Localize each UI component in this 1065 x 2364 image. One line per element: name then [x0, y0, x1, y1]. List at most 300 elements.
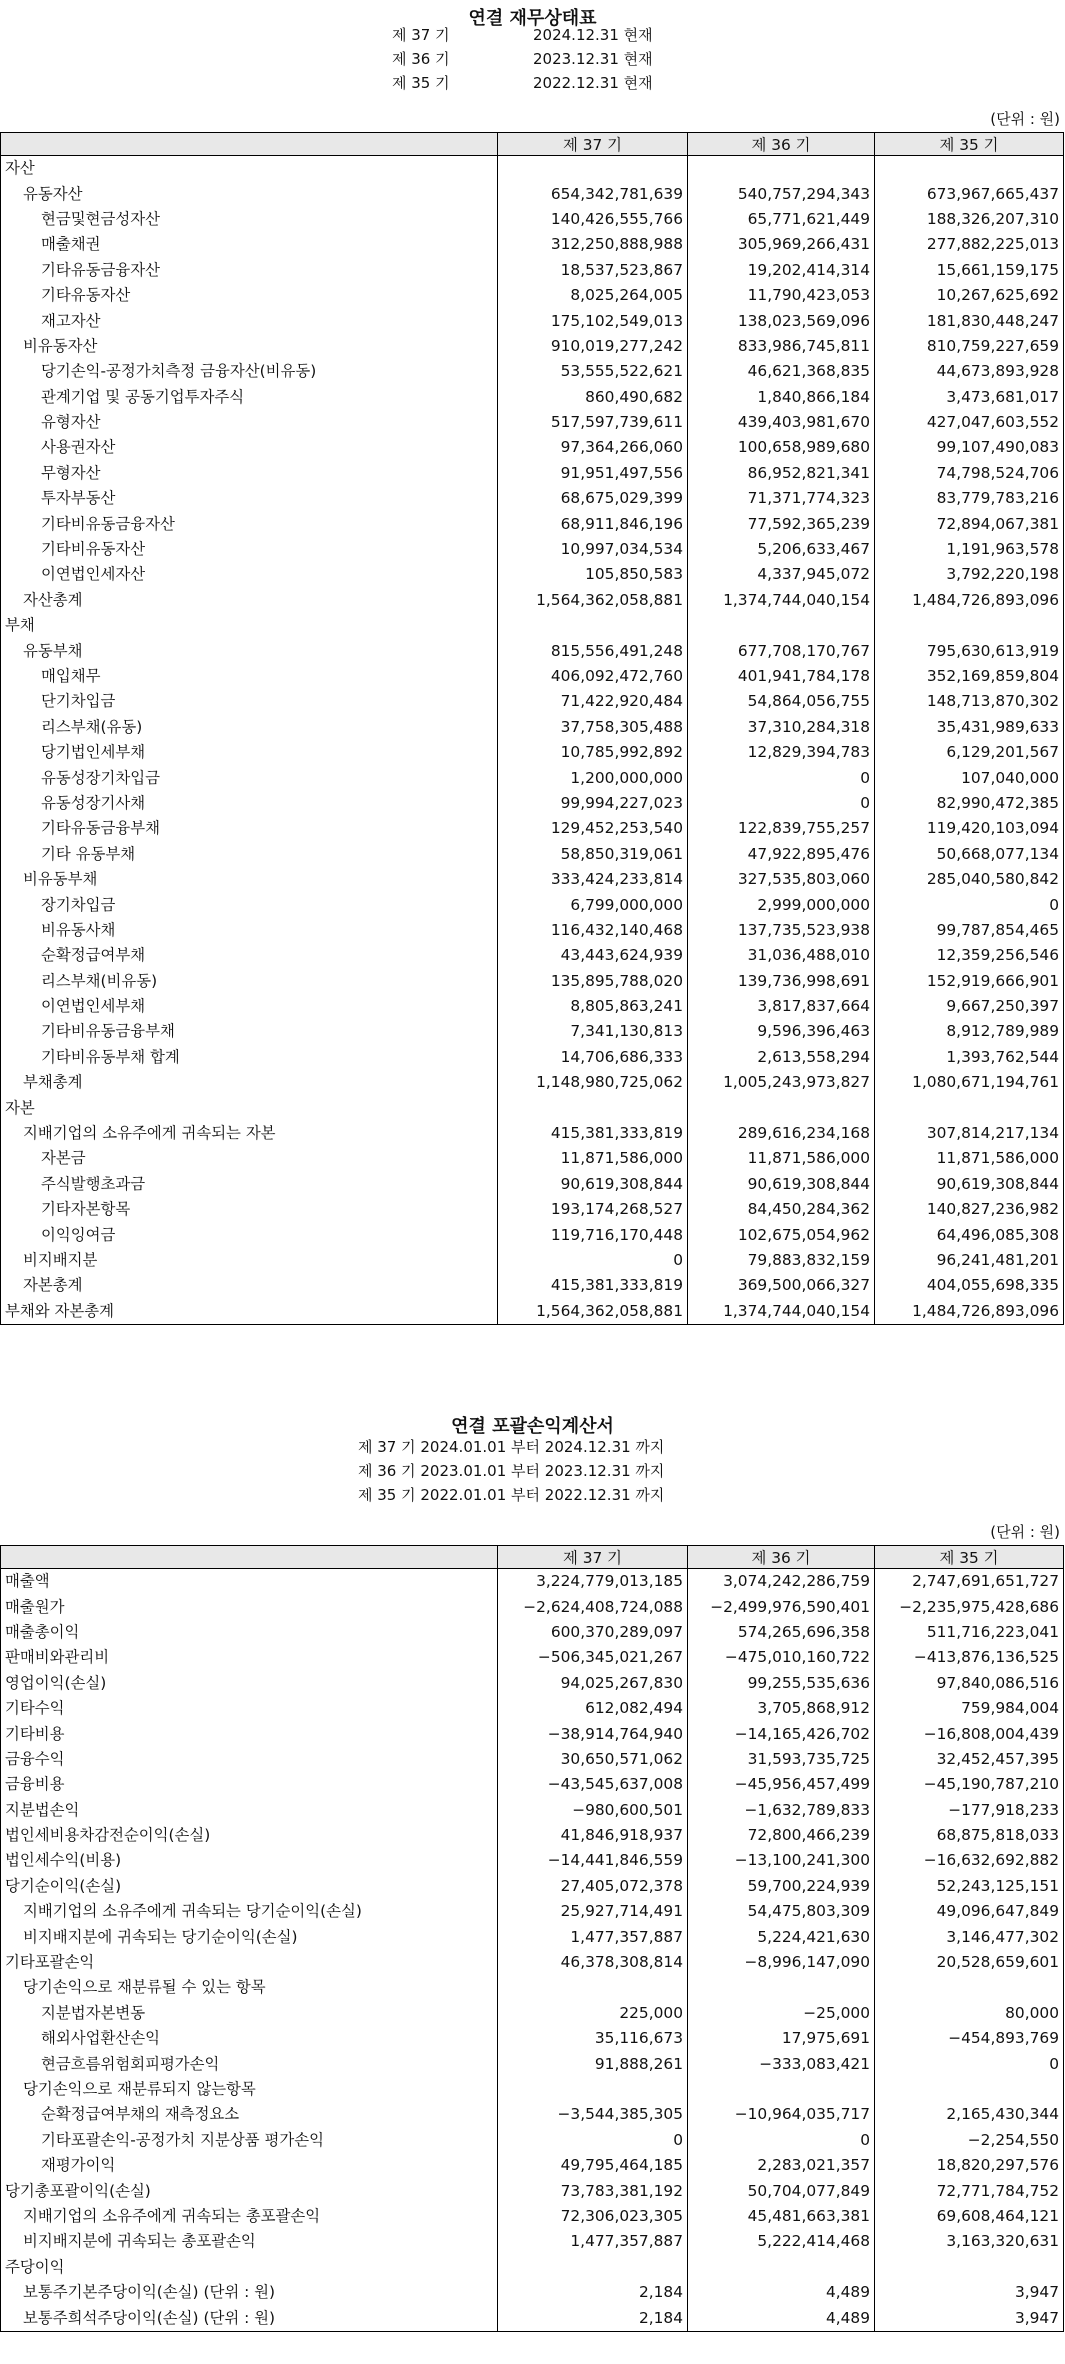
table-row	[1, 994, 1064, 1019]
value-cell: −2,254,550	[875, 2128, 1064, 2153]
value-cell: 5,222,414,468	[688, 2229, 875, 2254]
table-row	[1, 562, 1064, 587]
value-cell: −506,345,021,267	[498, 1645, 688, 1670]
value-cell: 1,191,963,578	[875, 537, 1064, 562]
value-cell: 2,999,000,000	[688, 892, 875, 917]
value-cell: 94,025,267,830	[498, 1671, 688, 1696]
row-label: 매출원가	[1, 1594, 498, 1619]
value-cell: 193,174,268,527	[498, 1197, 688, 1222]
row-label: 기타포괄손익	[1, 1950, 498, 1975]
value-cell: 72,771,784,752	[875, 2178, 1064, 2203]
row-label: 보통주기본주당이익(손실) (단위 : 원)	[1, 2280, 498, 2305]
table-row	[1, 1645, 1064, 1670]
row-label: 기타유동자산	[1, 283, 498, 308]
row-label: 매출액	[1, 1569, 498, 1595]
value-cell	[688, 1095, 875, 1120]
value-cell: 90,619,308,844	[688, 1172, 875, 1197]
table-row	[1, 765, 1064, 790]
value-cell: 46,621,368,835	[688, 359, 875, 384]
value-cell: 35,116,673	[498, 2026, 688, 2051]
table-row	[1, 2229, 1064, 2254]
value-cell: 31,036,488,010	[688, 943, 875, 968]
value-cell: 119,716,170,448	[498, 1222, 688, 1247]
value-cell: 4,337,945,072	[688, 562, 875, 587]
value-cell: 352,169,859,804	[875, 664, 1064, 689]
value-cell: 44,673,893,928	[875, 359, 1064, 384]
value-cell: 54,475,803,309	[688, 1899, 875, 1924]
row-label: 순확정급여부채의 재측정요소	[1, 2102, 498, 2127]
value-cell: −8,996,147,090	[688, 1950, 875, 1975]
value-cell	[875, 1975, 1064, 2000]
value-cell: 612,082,494	[498, 1696, 688, 1721]
table-row	[1, 740, 1064, 765]
value-cell: 0	[875, 892, 1064, 917]
value-cell: 135,895,788,020	[498, 969, 688, 994]
row-label: 기타비용	[1, 1721, 498, 1746]
value-cell: 30,650,571,062	[498, 1747, 688, 1772]
value-cell: 305,969,266,431	[688, 232, 875, 257]
value-cell: 289,616,234,168	[688, 1121, 875, 1146]
value-cell: 43,443,624,939	[498, 943, 688, 968]
value-cell: 54,864,056,755	[688, 689, 875, 714]
value-cell: 307,814,217,134	[875, 1121, 1064, 1146]
table-row	[1, 918, 1064, 943]
value-cell: 0	[875, 2051, 1064, 2076]
table-row	[1, 1121, 1064, 1146]
row-label: 리스부채(유동)	[1, 715, 498, 740]
table-row	[1, 1095, 1064, 1120]
value-cell: 32,452,457,395	[875, 1747, 1064, 1772]
value-cell: 86,952,821,341	[688, 461, 875, 486]
row-label: 지분법자본변동	[1, 2001, 498, 2026]
value-cell: 37,310,284,318	[688, 715, 875, 740]
value-cell: 138,023,569,096	[688, 308, 875, 333]
value-cell: 46,378,308,814	[498, 1950, 688, 1975]
table-row	[1, 664, 1064, 689]
row-label: 법인세수익(비용)	[1, 1848, 498, 1873]
value-cell: 3,817,837,664	[688, 994, 875, 1019]
value-cell: 139,736,998,691	[688, 969, 875, 994]
value-cell: 116,432,140,468	[498, 918, 688, 943]
row-label: 기타비유동금융부채	[1, 1019, 498, 1044]
value-cell: 20,528,659,601	[875, 1950, 1064, 1975]
table-row	[1, 2204, 1064, 2229]
value-cell: 11,871,586,000	[498, 1146, 688, 1171]
value-cell: −25,000	[688, 2001, 875, 2026]
row-label: 자산총계	[1, 588, 498, 613]
row-label: 기타수익	[1, 1696, 498, 1721]
value-cell: 401,941,784,178	[688, 664, 875, 689]
row-label: 부채	[1, 613, 498, 638]
value-cell: −333,083,421	[688, 2051, 875, 2076]
value-cell: 99,994,227,023	[498, 791, 688, 816]
row-label: 투자부동산	[1, 486, 498, 511]
row-label: 장기차입금	[1, 892, 498, 917]
row-label: 사용권자산	[1, 435, 498, 460]
income-statement-title: 연결 포괄손익계산서	[451, 1416, 614, 1437]
table-row	[1, 1569, 1064, 1595]
balance-sheet-table	[0, 132, 1064, 1325]
value-cell: 0	[688, 765, 875, 790]
row-label: 이연법인세부채	[1, 994, 498, 1019]
value-cell	[875, 613, 1064, 638]
value-cell: 91,888,261	[498, 2051, 688, 2076]
value-cell: 72,800,466,239	[688, 1823, 875, 1848]
value-cell: 100,658,989,680	[688, 435, 875, 460]
table-row	[1, 308, 1064, 333]
value-cell: 327,535,803,060	[688, 867, 875, 892]
value-cell: 65,771,621,449	[688, 207, 875, 232]
row-label: 당기손익-공정가치측정 금융자산(비유동)	[1, 359, 498, 384]
table-row	[1, 588, 1064, 613]
value-cell: 90,619,308,844	[875, 1172, 1064, 1197]
row-label: 매입채무	[1, 664, 498, 689]
column-header: 제 35 기	[875, 133, 1064, 156]
value-cell: 860,490,682	[498, 385, 688, 410]
value-cell: 11,871,586,000	[688, 1146, 875, 1171]
table-row	[1, 1747, 1064, 1772]
period-date: 2022.12.31 현재	[533, 74, 653, 92]
period-label: 제 37 기 2024.01.01 부터 2024.12.31 까지	[358, 1438, 665, 1456]
value-cell: 8,805,863,241	[498, 994, 688, 1019]
value-cell: 8,912,789,989	[875, 1019, 1064, 1044]
table-row	[1, 1273, 1064, 1298]
value-cell: 96,241,481,201	[875, 1248, 1064, 1273]
table-row	[1, 1848, 1064, 1873]
value-cell: 6,799,000,000	[498, 892, 688, 917]
table-row	[1, 334, 1064, 359]
value-cell	[498, 2255, 688, 2280]
value-cell: 122,839,755,257	[688, 816, 875, 841]
period-label: 제 35 기 2022.01.01 부터 2022.12.31 까지	[358, 1486, 665, 1504]
table-row	[1, 2001, 1064, 2026]
row-label: 기타비유동부채 합계	[1, 1045, 498, 1070]
table-row	[1, 258, 1064, 283]
value-cell: 69,608,464,121	[875, 2204, 1064, 2229]
table-row	[1, 969, 1064, 994]
value-cell: 574,265,696,358	[688, 1620, 875, 1645]
value-cell: 99,787,854,465	[875, 918, 1064, 943]
column-header: 제 36 기	[688, 133, 875, 156]
row-label: 자산	[1, 156, 498, 182]
table-row	[1, 816, 1064, 841]
value-cell: 79,883,832,159	[688, 1248, 875, 1273]
value-cell: 5,206,633,467	[688, 537, 875, 562]
value-cell: 18,820,297,576	[875, 2153, 1064, 2178]
row-label: 부채와 자본총계	[1, 1299, 498, 1325]
value-cell: 406,092,472,760	[498, 664, 688, 689]
row-label: 자본	[1, 1095, 498, 1120]
income-statement-periods	[0, 1436, 1065, 1508]
value-cell: −980,600,501	[498, 1798, 688, 1823]
value-cell: 97,840,086,516	[875, 1671, 1064, 1696]
value-cell: −2,624,408,724,088	[498, 1594, 688, 1619]
value-cell: 72,894,067,381	[875, 511, 1064, 536]
row-label: 이익잉여금	[1, 1222, 498, 1247]
value-cell: 152,919,666,901	[875, 969, 1064, 994]
table-row	[1, 1671, 1064, 1696]
table-row	[1, 156, 1064, 182]
value-cell: 140,827,236,982	[875, 1197, 1064, 1222]
table-row	[1, 283, 1064, 308]
value-cell: −38,914,764,940	[498, 1721, 688, 1746]
value-cell	[498, 1975, 688, 2000]
value-cell: 1,477,357,887	[498, 1924, 688, 1949]
value-cell	[688, 2255, 875, 2280]
table-row	[1, 2178, 1064, 2203]
value-cell: −14,165,426,702	[688, 1721, 875, 1746]
value-cell: 68,875,818,033	[875, 1823, 1064, 1848]
value-cell: 45,481,663,381	[688, 2204, 875, 2229]
value-cell: 3,074,242,286,759	[688, 1569, 875, 1595]
value-cell: 91,951,497,556	[498, 461, 688, 486]
value-cell: 1,564,362,058,881	[498, 588, 688, 613]
period-label: 제 36 기 2023.01.01 부터 2023.12.31 까지	[358, 1462, 665, 1480]
value-cell: 312,250,888,988	[498, 232, 688, 257]
row-label: 주식발행초과금	[1, 1172, 498, 1197]
table-row	[1, 2128, 1064, 2153]
table-row	[1, 359, 1064, 384]
row-label: 지배기업의 소유주에게 귀속되는 총포괄손익	[1, 2204, 498, 2229]
value-cell	[688, 613, 875, 638]
value-cell: 10,997,034,534	[498, 537, 688, 562]
value-cell: 72,306,023,305	[498, 2204, 688, 2229]
value-cell: 59,700,224,939	[688, 1874, 875, 1899]
column-header	[1, 1546, 498, 1569]
row-label: 법인세비용차감전순이익(손실)	[1, 1823, 498, 1848]
row-label: 영업이익(손실)	[1, 1671, 498, 1696]
row-label: 기타자본항목	[1, 1197, 498, 1222]
value-cell: 35,431,989,633	[875, 715, 1064, 740]
value-cell: 1,484,726,893,096	[875, 1299, 1064, 1325]
value-cell: −2,499,976,590,401	[688, 1594, 875, 1619]
table-row	[1, 715, 1064, 740]
value-cell: 15,661,159,175	[875, 258, 1064, 283]
table-row	[1, 410, 1064, 435]
row-label: 비지배지분에 귀속되는 당기순이익(손실)	[1, 1924, 498, 1949]
value-cell: 71,371,774,323	[688, 486, 875, 511]
value-cell: 0	[688, 2128, 875, 2153]
value-cell: 2,184	[498, 2305, 688, 2331]
value-cell: 2,613,558,294	[688, 1045, 875, 1070]
value-cell: −13,100,241,300	[688, 1848, 875, 1873]
value-cell: 795,630,613,919	[875, 638, 1064, 663]
table-row	[1, 1594, 1064, 1619]
table-row	[1, 2026, 1064, 2051]
value-cell: 99,255,535,636	[688, 1671, 875, 1696]
row-label: 유동성장기사채	[1, 791, 498, 816]
value-cell: 84,450,284,362	[688, 1197, 875, 1222]
table-row	[1, 613, 1064, 638]
value-cell: −1,632,789,833	[688, 1798, 875, 1823]
value-cell: 1,840,866,184	[688, 385, 875, 410]
value-cell: 1,200,000,000	[498, 765, 688, 790]
value-cell: 677,708,170,767	[688, 638, 875, 663]
value-cell: −413,876,136,525	[875, 1645, 1064, 1670]
row-label: 매출채권	[1, 232, 498, 257]
column-header: 제 37 기	[498, 133, 688, 156]
table-row	[1, 461, 1064, 486]
value-cell: −45,190,787,210	[875, 1772, 1064, 1797]
value-cell: −3,544,385,305	[498, 2102, 688, 2127]
value-cell	[498, 156, 688, 182]
value-cell: 68,675,029,399	[498, 486, 688, 511]
value-cell: 52,243,125,151	[875, 1874, 1064, 1899]
row-label: 유동성장기차입금	[1, 765, 498, 790]
balance-sheet-title: 연결 재무상태표	[468, 8, 597, 29]
value-cell: 27,405,072,378	[498, 1874, 688, 1899]
income-statement-table	[0, 1545, 1064, 2332]
value-cell: 73,783,381,192	[498, 2178, 688, 2203]
value-cell: −2,235,975,428,686	[875, 1594, 1064, 1619]
value-cell: 415,381,333,819	[498, 1121, 688, 1146]
value-cell: 815,556,491,248	[498, 638, 688, 663]
row-label: 현금및현금성자산	[1, 207, 498, 232]
value-cell: 18,537,523,867	[498, 258, 688, 283]
value-cell: 188,326,207,310	[875, 207, 1064, 232]
value-cell: 1,005,243,973,827	[688, 1070, 875, 1095]
value-cell: 3,224,779,013,185	[498, 1569, 688, 1595]
value-cell: 833,986,745,811	[688, 334, 875, 359]
value-cell: 77,592,365,239	[688, 511, 875, 536]
value-cell: 0	[498, 1248, 688, 1273]
value-cell: 4,489	[688, 2305, 875, 2331]
table-row	[1, 1146, 1064, 1171]
value-cell: 517,597,739,611	[498, 410, 688, 435]
table-row	[1, 1975, 1064, 2000]
value-cell: 511,716,223,041	[875, 1620, 1064, 1645]
value-cell: −177,918,233	[875, 1798, 1064, 1823]
value-cell: −10,964,035,717	[688, 2102, 875, 2127]
value-cell	[688, 2077, 875, 2102]
value-cell: 910,019,277,242	[498, 334, 688, 359]
table-row	[1, 537, 1064, 562]
row-label: 비유동자산	[1, 334, 498, 359]
column-header: 제 36 기	[688, 1546, 875, 1569]
value-cell: 3,146,477,302	[875, 1924, 1064, 1949]
value-cell	[875, 2077, 1064, 2102]
value-cell: 175,102,549,013	[498, 308, 688, 333]
value-cell: 71,422,920,484	[498, 689, 688, 714]
row-label: 지배기업의 소유주에게 귀속되는 자본	[1, 1121, 498, 1146]
value-cell	[688, 1975, 875, 2000]
value-cell: 64,496,085,308	[875, 1222, 1064, 1247]
row-label: 현금흐름위험회피평가손익	[1, 2051, 498, 2076]
row-label: 단기차입금	[1, 689, 498, 714]
table-row	[1, 1721, 1064, 1746]
row-label: 순확정급여부채	[1, 943, 498, 968]
row-label: 당기손익으로 재분류되지 않는항목	[1, 2077, 498, 2102]
table-row	[1, 2305, 1064, 2331]
value-cell	[875, 1095, 1064, 1120]
table-row	[1, 1798, 1064, 1823]
value-cell: 12,829,394,783	[688, 740, 875, 765]
value-cell: 3,705,868,912	[688, 1696, 875, 1721]
value-cell: 99,107,490,083	[875, 435, 1064, 460]
value-cell	[498, 2077, 688, 2102]
table-row	[1, 181, 1064, 206]
table-row	[1, 689, 1064, 714]
value-cell: 8,025,264,005	[498, 283, 688, 308]
value-cell: 37,758,305,488	[498, 715, 688, 740]
table-row	[1, 207, 1064, 232]
value-cell: 181,830,448,247	[875, 308, 1064, 333]
value-cell: 74,798,524,706	[875, 461, 1064, 486]
table-row	[1, 1299, 1064, 1325]
value-cell: 2,747,691,651,727	[875, 1569, 1064, 1595]
value-cell: 7,341,130,813	[498, 1019, 688, 1044]
value-cell: −43,545,637,008	[498, 1772, 688, 1797]
table-header-row	[1, 133, 1064, 156]
table-row	[1, 842, 1064, 867]
row-label: 기타비유동금융자산	[1, 511, 498, 536]
value-cell: 5,224,421,630	[688, 1924, 875, 1949]
value-cell	[498, 613, 688, 638]
table-row	[1, 2077, 1064, 2102]
value-cell: 129,452,253,540	[498, 816, 688, 841]
value-cell: 50,704,077,849	[688, 2178, 875, 2203]
value-cell: 600,370,289,097	[498, 1620, 688, 1645]
value-cell: 49,096,647,849	[875, 1899, 1064, 1924]
value-cell: −45,956,457,499	[688, 1772, 875, 1797]
row-label: 유동자산	[1, 181, 498, 206]
value-cell: 439,403,981,670	[688, 410, 875, 435]
value-cell: 10,267,625,692	[875, 283, 1064, 308]
value-cell: 1,477,357,887	[498, 2229, 688, 2254]
row-label: 비지배지분에 귀속되는 총포괄손익	[1, 2229, 498, 2254]
value-cell: 3,947	[875, 2280, 1064, 2305]
row-label: 당기총포괄이익(손실)	[1, 2178, 498, 2203]
value-cell: 9,667,250,397	[875, 994, 1064, 1019]
table-row	[1, 638, 1064, 663]
value-cell: 2,283,021,357	[688, 2153, 875, 2178]
value-cell: 654,342,781,639	[498, 181, 688, 206]
row-label: 이연법인세자산	[1, 562, 498, 587]
table-row	[1, 1070, 1064, 1095]
row-label: 재평가이익	[1, 2153, 498, 2178]
row-label: 비지배지분	[1, 1248, 498, 1273]
value-cell: 140,426,555,766	[498, 207, 688, 232]
value-cell: 17,975,691	[688, 2026, 875, 2051]
table-row	[1, 1950, 1064, 1975]
value-cell: 102,675,054,962	[688, 1222, 875, 1247]
row-label: 금융수익	[1, 1747, 498, 1772]
table-row	[1, 2255, 1064, 2280]
value-cell: −16,632,692,882	[875, 1848, 1064, 1873]
value-cell: 105,850,583	[498, 562, 688, 587]
value-cell: −475,010,160,722	[688, 1645, 875, 1670]
value-cell: −16,808,004,439	[875, 1721, 1064, 1746]
table-row	[1, 1222, 1064, 1247]
table-row	[1, 1772, 1064, 1797]
table-row	[1, 1248, 1064, 1273]
table-row	[1, 511, 1064, 536]
row-label: 지배기업의 소유주에게 귀속되는 당기순이익(손실)	[1, 1899, 498, 1924]
row-label: 기타유동금융부채	[1, 816, 498, 841]
value-cell: 1,564,362,058,881	[498, 1299, 688, 1325]
value-cell: 1,080,671,194,761	[875, 1070, 1064, 1095]
value-cell: 11,790,423,053	[688, 283, 875, 308]
value-cell: 3,473,681,017	[875, 385, 1064, 410]
row-label: 기타포괄손익-공정가치 지분상품 평가손익	[1, 2128, 498, 2153]
value-cell: 80,000	[875, 2001, 1064, 2026]
table-row	[1, 1874, 1064, 1899]
value-cell: 0	[498, 2128, 688, 2153]
row-label: 해외사업환산손익	[1, 2026, 498, 2051]
value-cell: 225,000	[498, 2001, 688, 2026]
period-label: 제 36 기	[392, 50, 450, 68]
table-row	[1, 892, 1064, 917]
